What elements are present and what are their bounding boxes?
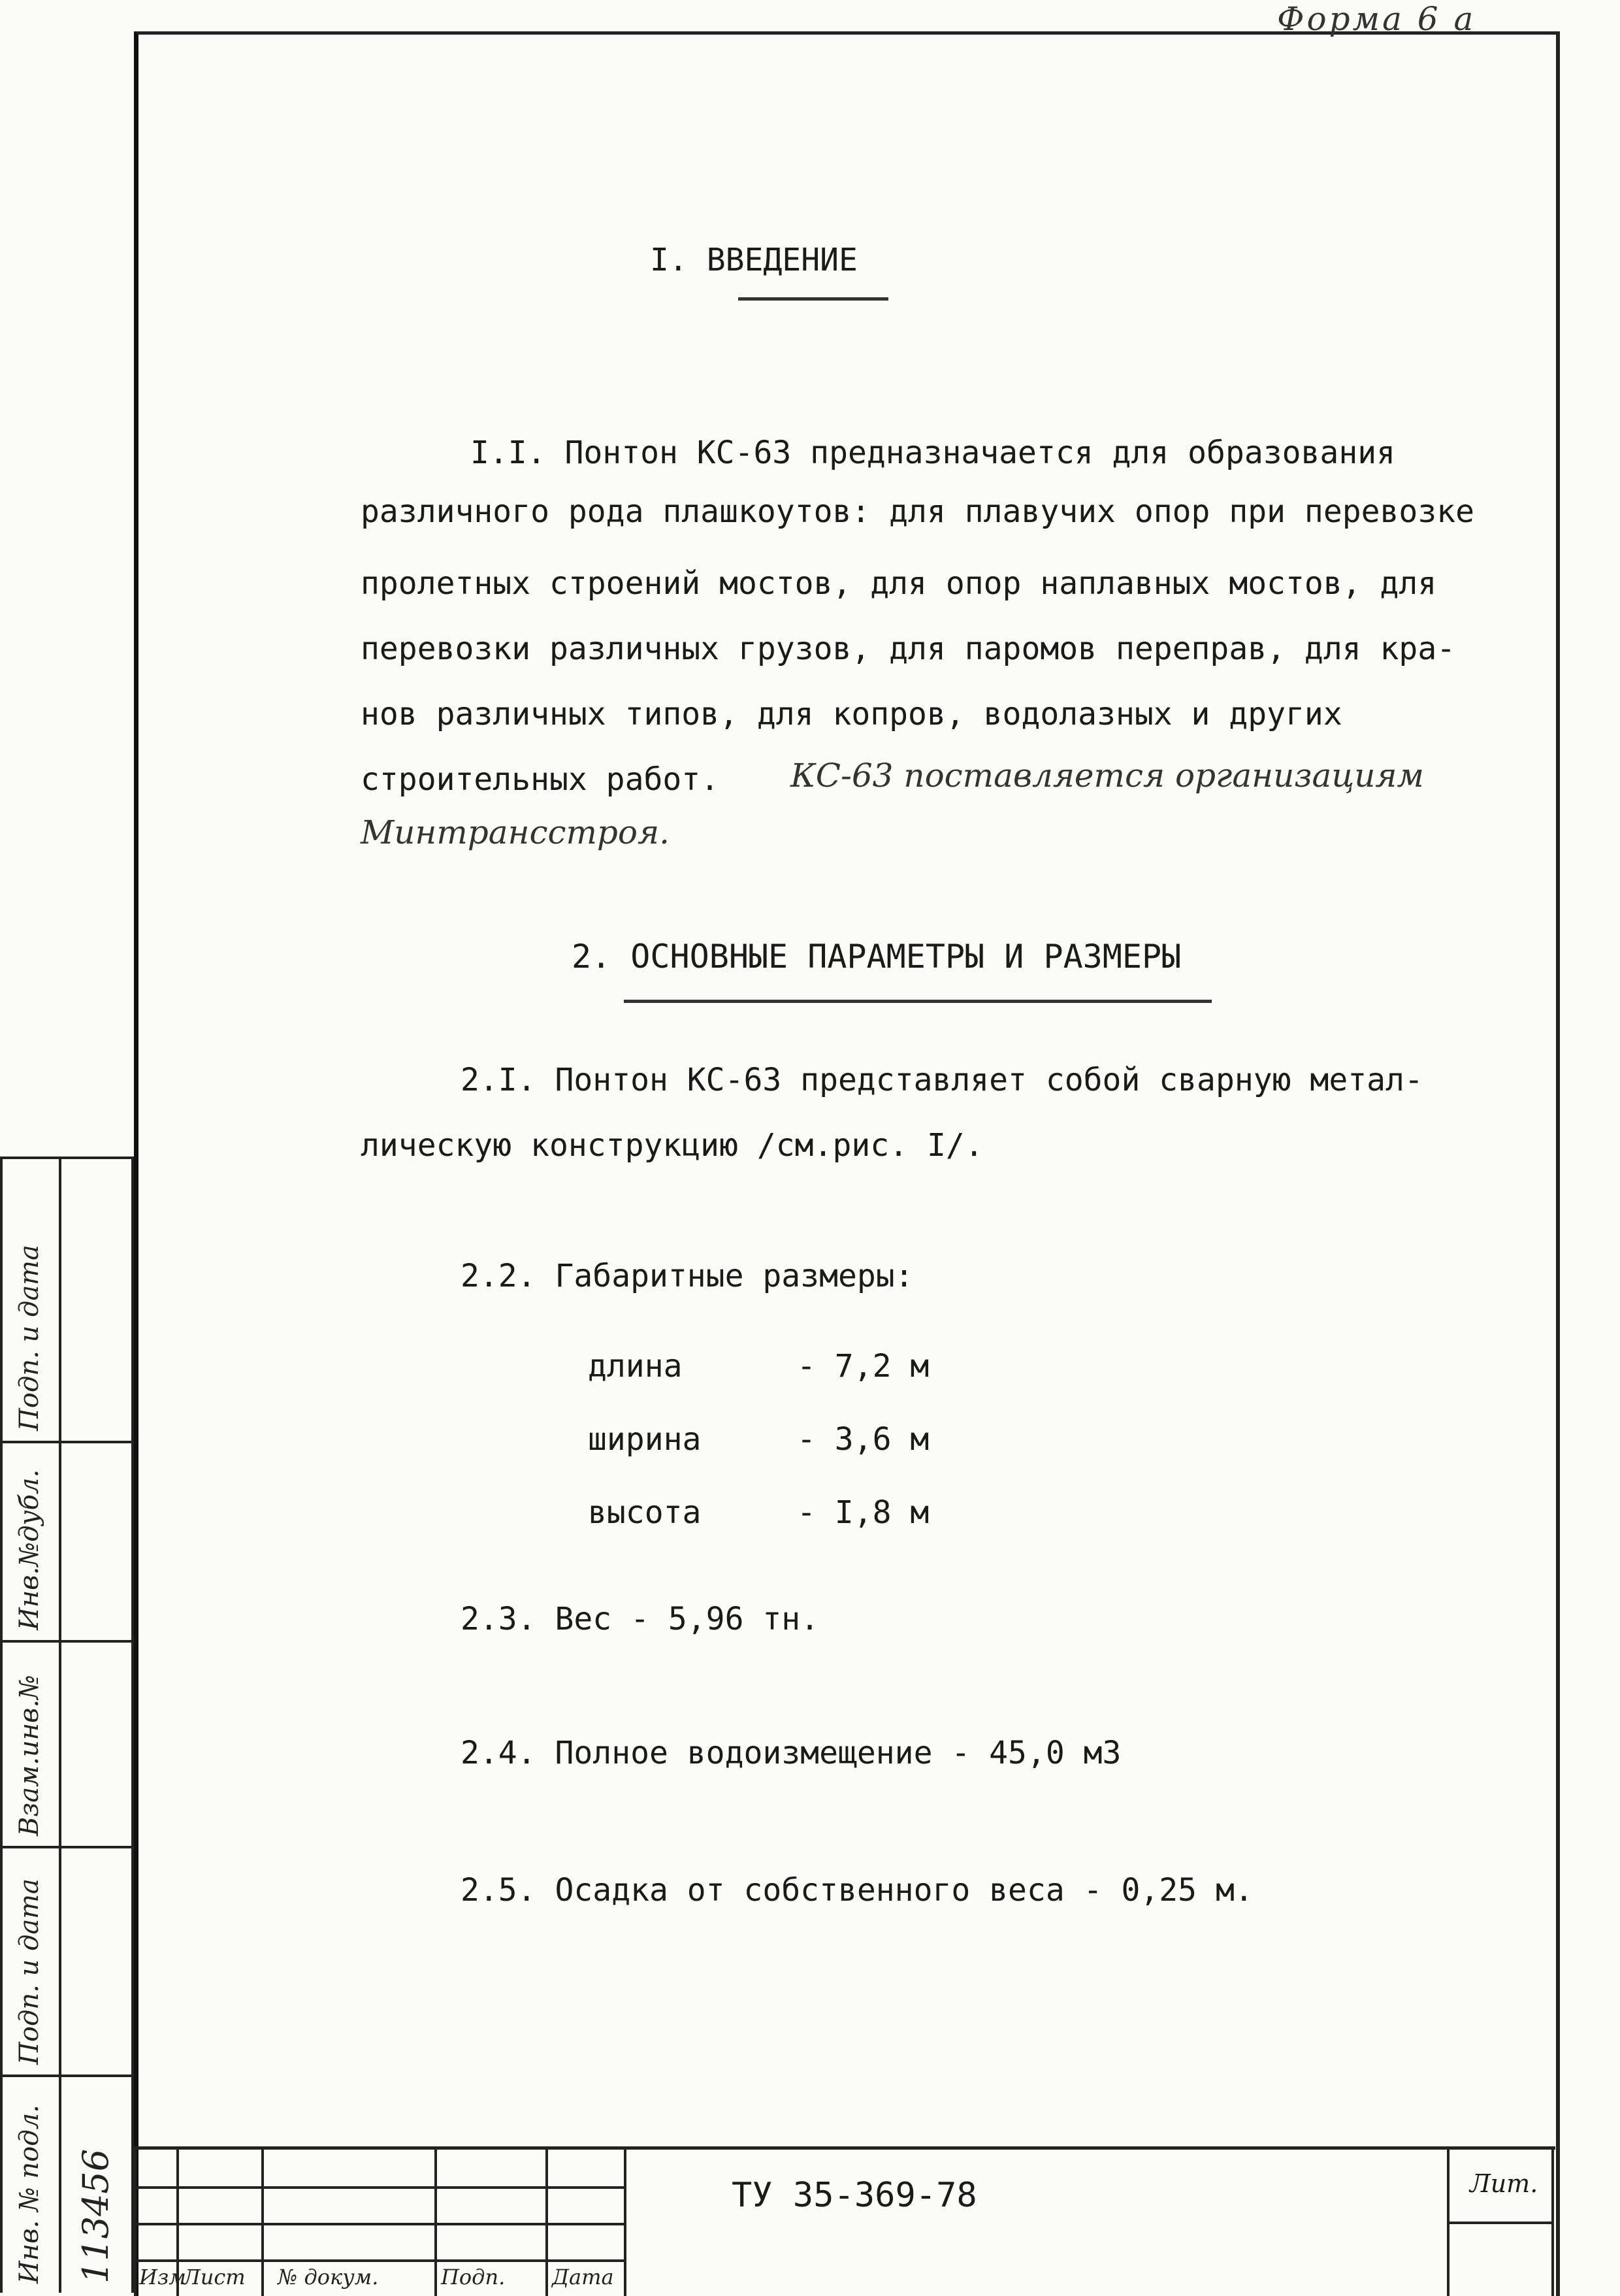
dimension-value: - 3,6 м [797, 1421, 930, 1458]
paragraph-2-4: 2.4. Полное водоизмещение - 45,0 м3 [461, 1735, 1122, 1771]
paragraph-1-1-line-4: перевозки различных грузов, для паромов переправ, для кра- [361, 631, 1456, 667]
section-1-title: I. ВВЕДЕНИЕ [650, 242, 858, 278]
dimensions-list [588, 1330, 929, 1549]
caption-podp: Подп. [441, 2265, 506, 2289]
paragraph-1-1-line-5: нов различных типов, для копров, водолазных и других [361, 696, 1342, 732]
paragraph-1-1-line-6: строительных работ. [361, 761, 720, 798]
dimension-row [588, 1330, 929, 1403]
caption-izm: Изм [139, 2265, 186, 2289]
margin-label-vzam-inv: Взам.инв.№ [14, 1675, 44, 1836]
dimension-label: высота [588, 1494, 702, 1531]
litera-label: Лит. [1470, 2169, 1538, 2198]
margin-stamp [0, 1156, 134, 2293]
paragraph-1-1-line-1: I.I. Понтон КС-63 предназначается для образования [470, 435, 1396, 471]
paragraph-2-5: 2.5. Осадка от собственного веса - 0,25 м. [461, 1872, 1254, 1909]
caption-nodokum: № докум. [278, 2265, 379, 2289]
section-2-underline [624, 1000, 1212, 1003]
dimension-row [588, 1476, 929, 1549]
paragraph-2-1-line-2: лическую конструкцию /см.рис. I/. [361, 1127, 984, 1164]
paragraph-2-1-line-1: 2.I. Понтон КС-63 представляет собой сварную метал- [461, 1062, 1423, 1098]
paragraph-2-3: 2.3. Вес - 5,96 тн. [461, 1601, 820, 1637]
margin-label-podp-data: Подп. и дата [14, 1878, 44, 2065]
title-block [134, 2146, 1555, 2296]
page-frame [134, 31, 1560, 2296]
margin-label-podp-data-2: Подп. и дата [14, 1245, 44, 1431]
dimension-label: ширина [588, 1421, 702, 1458]
caption-data: Дата [552, 2265, 614, 2289]
dimension-row [588, 1403, 929, 1476]
handwritten-note-1: КС-63 поставляется организациям [790, 757, 1424, 795]
margin-label-inv-dubl: Инв.№дубл. [14, 1469, 44, 1630]
section-1-underline [738, 297, 888, 301]
paragraph-2-2: 2.2. Габаритные размеры: [461, 1258, 914, 1294]
handwritten-note-2: Минтрансстроя. [361, 813, 670, 851]
caption-list: Лист [183, 2265, 246, 2289]
paragraph-1-1-line-2: различного рода плашкоутов: для плавучих опор при перевозке [361, 493, 1475, 530]
inventory-number: 113456 [75, 2148, 116, 2284]
dimension-value: - I,8 м [797, 1494, 930, 1531]
dimension-label: длина [588, 1348, 683, 1385]
document-number: ТУ 35-369-78 [732, 2176, 977, 2215]
section-2-title: 2. ОСНОВНЫЕ ПАРАМЕТРЫ И РАЗМЕРЫ [572, 938, 1182, 976]
dimension-value: - 7,2 м [797, 1348, 930, 1385]
form-note: Форма 6 а [1277, 0, 1476, 38]
paragraph-1-1-line-3: пролетных строений мостов, для опор наплавных мостов, для [361, 565, 1437, 602]
margin-label-inv-podl: Инв. № подл. [14, 2105, 44, 2284]
